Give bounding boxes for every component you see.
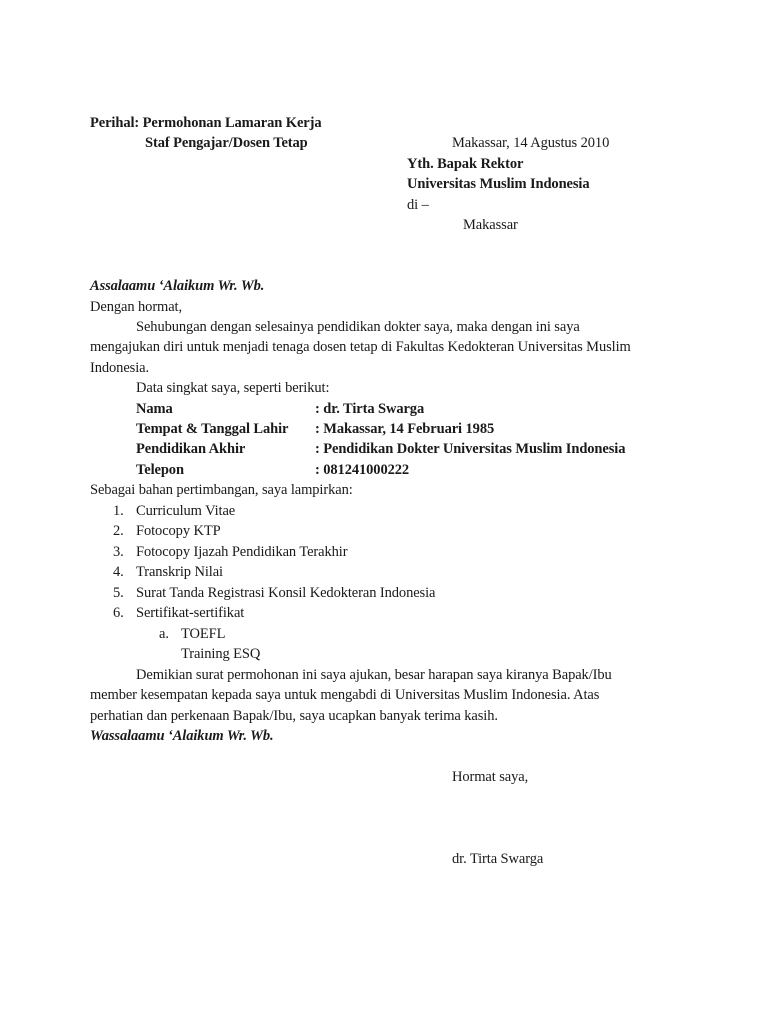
intro-line-2: mengajukan diri untuk menjadi tenaga dosen tetap di Fakultas Kedokteran Universitas Muslim bbox=[90, 339, 631, 355]
place-date: Makassar, 14 Agustus 2010 bbox=[452, 135, 610, 151]
closing-line-2: member kesempatan kepada saya untuk mengabdi di Universitas Muslim Indonesia. Atas bbox=[90, 687, 600, 703]
subject-line-2: Staf Pengajar/Dosen Tetap bbox=[145, 135, 308, 151]
certificate-item: Training ESQ bbox=[181, 646, 261, 662]
attachment-num: 5. bbox=[113, 585, 124, 601]
attachment-num: 3. bbox=[113, 544, 124, 560]
personal-label-birth: Tempat & Tanggal Lahir bbox=[136, 421, 289, 437]
subject-label: Perihal bbox=[90, 115, 135, 131]
farewell: Wassalaamu ‘Alaikum Wr. Wb. bbox=[90, 728, 274, 744]
attachment-num: 2. bbox=[113, 523, 124, 539]
recipient-city: Makassar bbox=[463, 217, 518, 233]
attachment-item: Fotocopy Ijazah Pendidikan Terakhir bbox=[136, 544, 348, 560]
data-intro: Data singkat saya, seperti berikut: bbox=[136, 380, 330, 396]
greeting: Assalaamu ‘Alaikum Wr. Wb. bbox=[90, 278, 265, 294]
intro-line-3: Indonesia. bbox=[90, 360, 149, 376]
recipient-title: Yth. Bapak Rektor bbox=[407, 156, 524, 172]
salutation: Dengan hormat, bbox=[90, 299, 183, 315]
personal-value-birth: : Makassar, 14 Februari 1985 bbox=[315, 421, 495, 437]
attachment-num: 6. bbox=[113, 605, 124, 621]
attachment-item: Sertifikat-sertifikat bbox=[136, 605, 245, 621]
regards: Hormat saya, bbox=[452, 769, 529, 785]
attachment-item: Surat Tanda Registrasi Konsil Kedokteran Indonesia bbox=[136, 585, 436, 601]
subject-line-1: Perihal: Permohonan Lamaran Kerja bbox=[90, 115, 322, 131]
certificate-num: a. bbox=[159, 626, 169, 642]
recipient-institution: Universitas Muslim Indonesia bbox=[407, 176, 590, 192]
recipient-di: di – bbox=[407, 197, 429, 213]
personal-value-phone: : 081241000222 bbox=[315, 462, 410, 478]
subject-text-1: Permohonan Lamaran Kerja bbox=[142, 115, 322, 131]
personal-label-phone: Telepon bbox=[136, 462, 184, 478]
attachments-intro: Sebagai bahan pertimbangan, saya lampirkan: bbox=[90, 482, 353, 498]
attachment-num: 1. bbox=[113, 503, 124, 519]
attachment-item: Transkrip Nilai bbox=[136, 564, 223, 580]
certificate-item: TOEFL bbox=[181, 626, 226, 642]
attachment-num: 4. bbox=[113, 564, 124, 580]
closing-line-3: perhatian dan perkenaan Bapak/Ibu, saya ucapkan banyak terima kasih. bbox=[90, 708, 498, 724]
attachment-item: Fotocopy KTP bbox=[136, 523, 221, 539]
personal-label-education: Pendidikan Akhir bbox=[136, 441, 246, 457]
intro-line-1: Sehubungan dengan selesainya pendidikan dokter saya, maka dengan ini saya bbox=[136, 319, 580, 335]
personal-value-name: : dr. Tirta Swarga bbox=[315, 401, 425, 417]
personal-label-name: Nama bbox=[136, 401, 173, 417]
attachment-item: Curriculum Vitae bbox=[136, 503, 236, 519]
personal-value-education: : Pendidikan Dokter Universitas Muslim Indonesia bbox=[315, 441, 626, 457]
closing-line-1: Demikian surat permohonan ini saya ajukan, besar harapan saya kiranya Bapak/Ibu bbox=[136, 667, 612, 683]
signer-name: dr. Tirta Swarga bbox=[452, 851, 544, 867]
